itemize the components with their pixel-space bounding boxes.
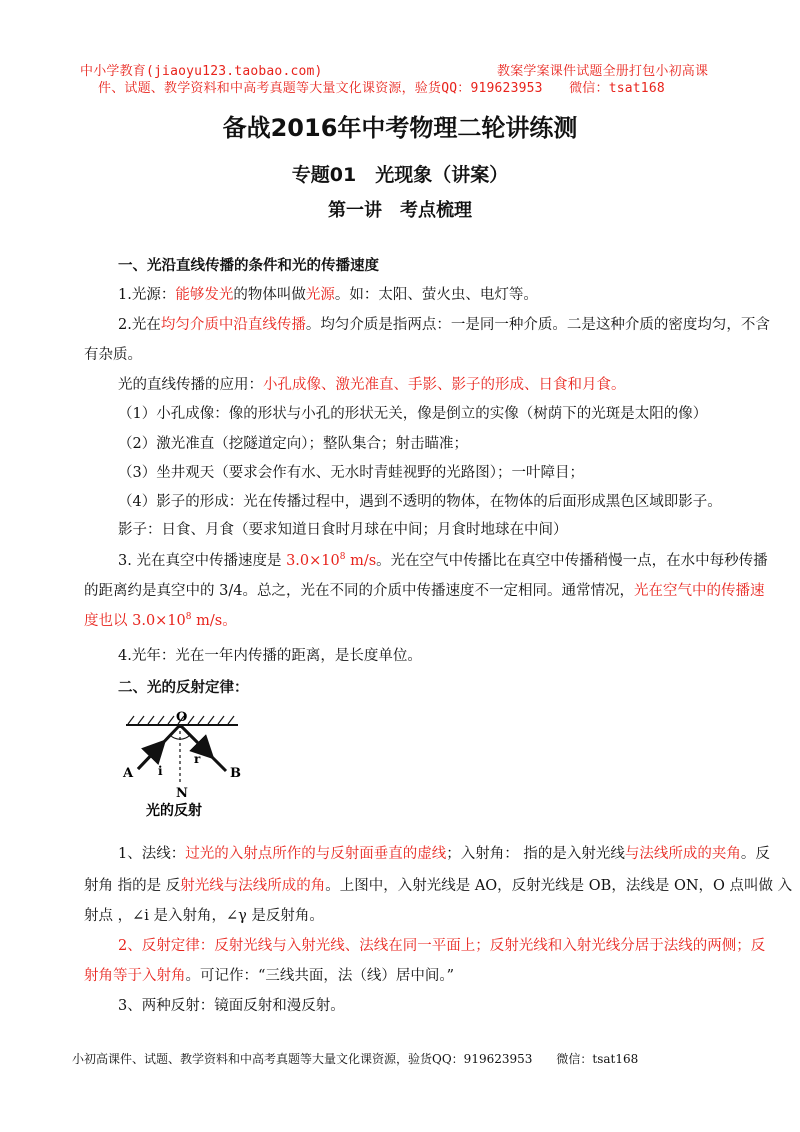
paragraph-light-speed-line3 <box>84 611 237 631</box>
highlight: 与法线所成的夹角 <box>624 846 741 862</box>
highlight: 射角等于入射角 <box>84 968 186 984</box>
page-title: 备战2016年中考物理二轮讲练测 <box>222 114 578 142</box>
paragraph-normal-line3: 射点 ，∠i 是入射角，∠γ 是反射角。 <box>84 908 324 924</box>
text: 射角 指的是 反 <box>84 878 181 894</box>
text: 。光在空气中传播比在真空中传播稍慢一点，在水中每秒传播 <box>376 553 768 569</box>
label-i: i <box>158 764 163 778</box>
label-N: N <box>176 786 188 801</box>
figure-caption: 光的反射 <box>146 803 202 819</box>
paragraph-reflection-law: 2、反射定律：反射光线与入射光线、法线在同一平面上；反射光线和入射光线分居于法线的两侧；反 <box>118 938 766 954</box>
incident-arrow <box>138 748 158 769</box>
paragraph-light-source <box>118 285 538 305</box>
paragraph-eclipse: 影子：日食、月食（要求知道日食时月球在中间；月食时地球在中间） <box>118 522 568 538</box>
speed-unit: m/s <box>345 553 377 569</box>
highlight: 。 <box>222 613 237 629</box>
paragraph-light-speed <box>118 551 768 571</box>
text: 3. 光在真空中传播速度是 <box>118 553 287 569</box>
exponent: 8 <box>339 552 346 562</box>
highlight: 光在空气中的传播速 <box>633 583 765 599</box>
text: 的物体叫做 <box>233 287 306 303</box>
label-A: A <box>123 766 134 781</box>
reflected-arrow <box>180 725 206 751</box>
text: 1.光源： <box>118 287 176 303</box>
label-r: r <box>194 752 201 766</box>
header-shop: 中小学教育(jiaoyu123.taobao.com) <box>80 64 323 79</box>
text: ；入射角： 指的是入射光线 <box>446 846 625 862</box>
page-subtitle: 专题01 光现象（讲案） <box>291 164 509 186</box>
label-B: B <box>230 766 241 781</box>
text: 。反 <box>740 846 770 862</box>
paragraph-reflection-law-line2 <box>84 966 454 986</box>
paragraph-normal-line2 <box>84 876 792 896</box>
text: 。如：太阳、萤火虫、电灯等。 <box>334 287 538 303</box>
speed-value: 3.0×10 <box>132 613 186 629</box>
text: 的距离约是真空中的 3/4。总之，光在不同的介质中传播速度不一定相同。通常情况， <box>84 583 634 599</box>
text: 。可记作：“三线共面，法（线）居中间。” <box>185 968 455 984</box>
highlight: 射光线与法线所成的角 <box>180 878 326 894</box>
highlight: 小孔成像、激光准直、手影、影子的形成、日食和月食。 <box>263 377 626 393</box>
list-item-shadow: （4）影子的形成：光在传播过程中，遇到不透明的物体，在物体的后面形成黑色区域即影子。 <box>118 494 722 510</box>
paragraph-normal <box>118 844 770 864</box>
highlight: 均匀介质中沿直线传播 <box>160 317 306 333</box>
paragraph-two-reflections: 3、两种反射：镜面反射和漫反射。 <box>118 998 345 1014</box>
label-O: O <box>176 710 188 725</box>
page-footer: 小初高课件、试题、教学资料和中高考真题等大量文化课资源，验货QQ：919623953 微信：tsat168 <box>72 1052 639 1066</box>
section2-heading: 二、光的反射定律： <box>118 680 249 696</box>
reflection-diagram <box>118 705 248 823</box>
highlight: 过光的入射点所作的与反射面垂直的虚线 <box>185 846 447 862</box>
list-item-laser: （2）激光准直（挖隧道定向）；整队集合；射击瞄准； <box>118 436 468 452</box>
list-item-pinhole: （1）小孔成像：像的形状与小孔的形状无关，像是倒立的实像（树荫下的光斑是太阳的像） <box>118 406 708 422</box>
header-promo-right: 教案学案课件试题全册打包小初高课 <box>497 64 709 79</box>
paragraph-straight-line-cont: 有杂质。 <box>84 347 142 363</box>
text: 1、法线： <box>118 846 186 862</box>
highlight: 光源 <box>305 287 335 303</box>
exponent: 8 <box>185 612 192 622</box>
paragraph-applications <box>118 375 626 395</box>
section1-heading: 一、光沿直线传播的条件和光的传播速度 <box>118 258 379 274</box>
header-promo-line2: 件、试题、教学资料和中高考真题等大量文化课资源，验货QQ：919623953 微信：tsat168 <box>98 81 665 96</box>
highlight: 能够发光 <box>175 287 234 303</box>
speed-value: 3.0×10 <box>286 553 340 569</box>
speed-unit: m/s <box>191 613 223 629</box>
lecture-title: 第一讲 考点梳理 <box>328 200 472 221</box>
text: 。均匀介质是指两点：一是同一种介质。二是这种介质的密度均匀，不含 <box>305 317 770 333</box>
highlight: 度也以 <box>84 613 133 629</box>
paragraph-light-speed-line2 <box>84 581 764 601</box>
list-item-well: （3）坐井观天（要求会作有水、无水时青蛙视野的光路图）；一叶障目； <box>118 465 584 481</box>
paragraph-straight-line <box>118 315 770 335</box>
text: 2.光在 <box>118 317 161 333</box>
text: 。上图中，入射光线是 AO，反射光线是 OB，法线是 ON，O 点叫做 入 <box>325 878 793 894</box>
text: 光的直线传播的应用： <box>118 377 263 393</box>
paragraph-light-year: 4.光年：光在一年内传播的距离，是长度单位。 <box>118 648 422 664</box>
